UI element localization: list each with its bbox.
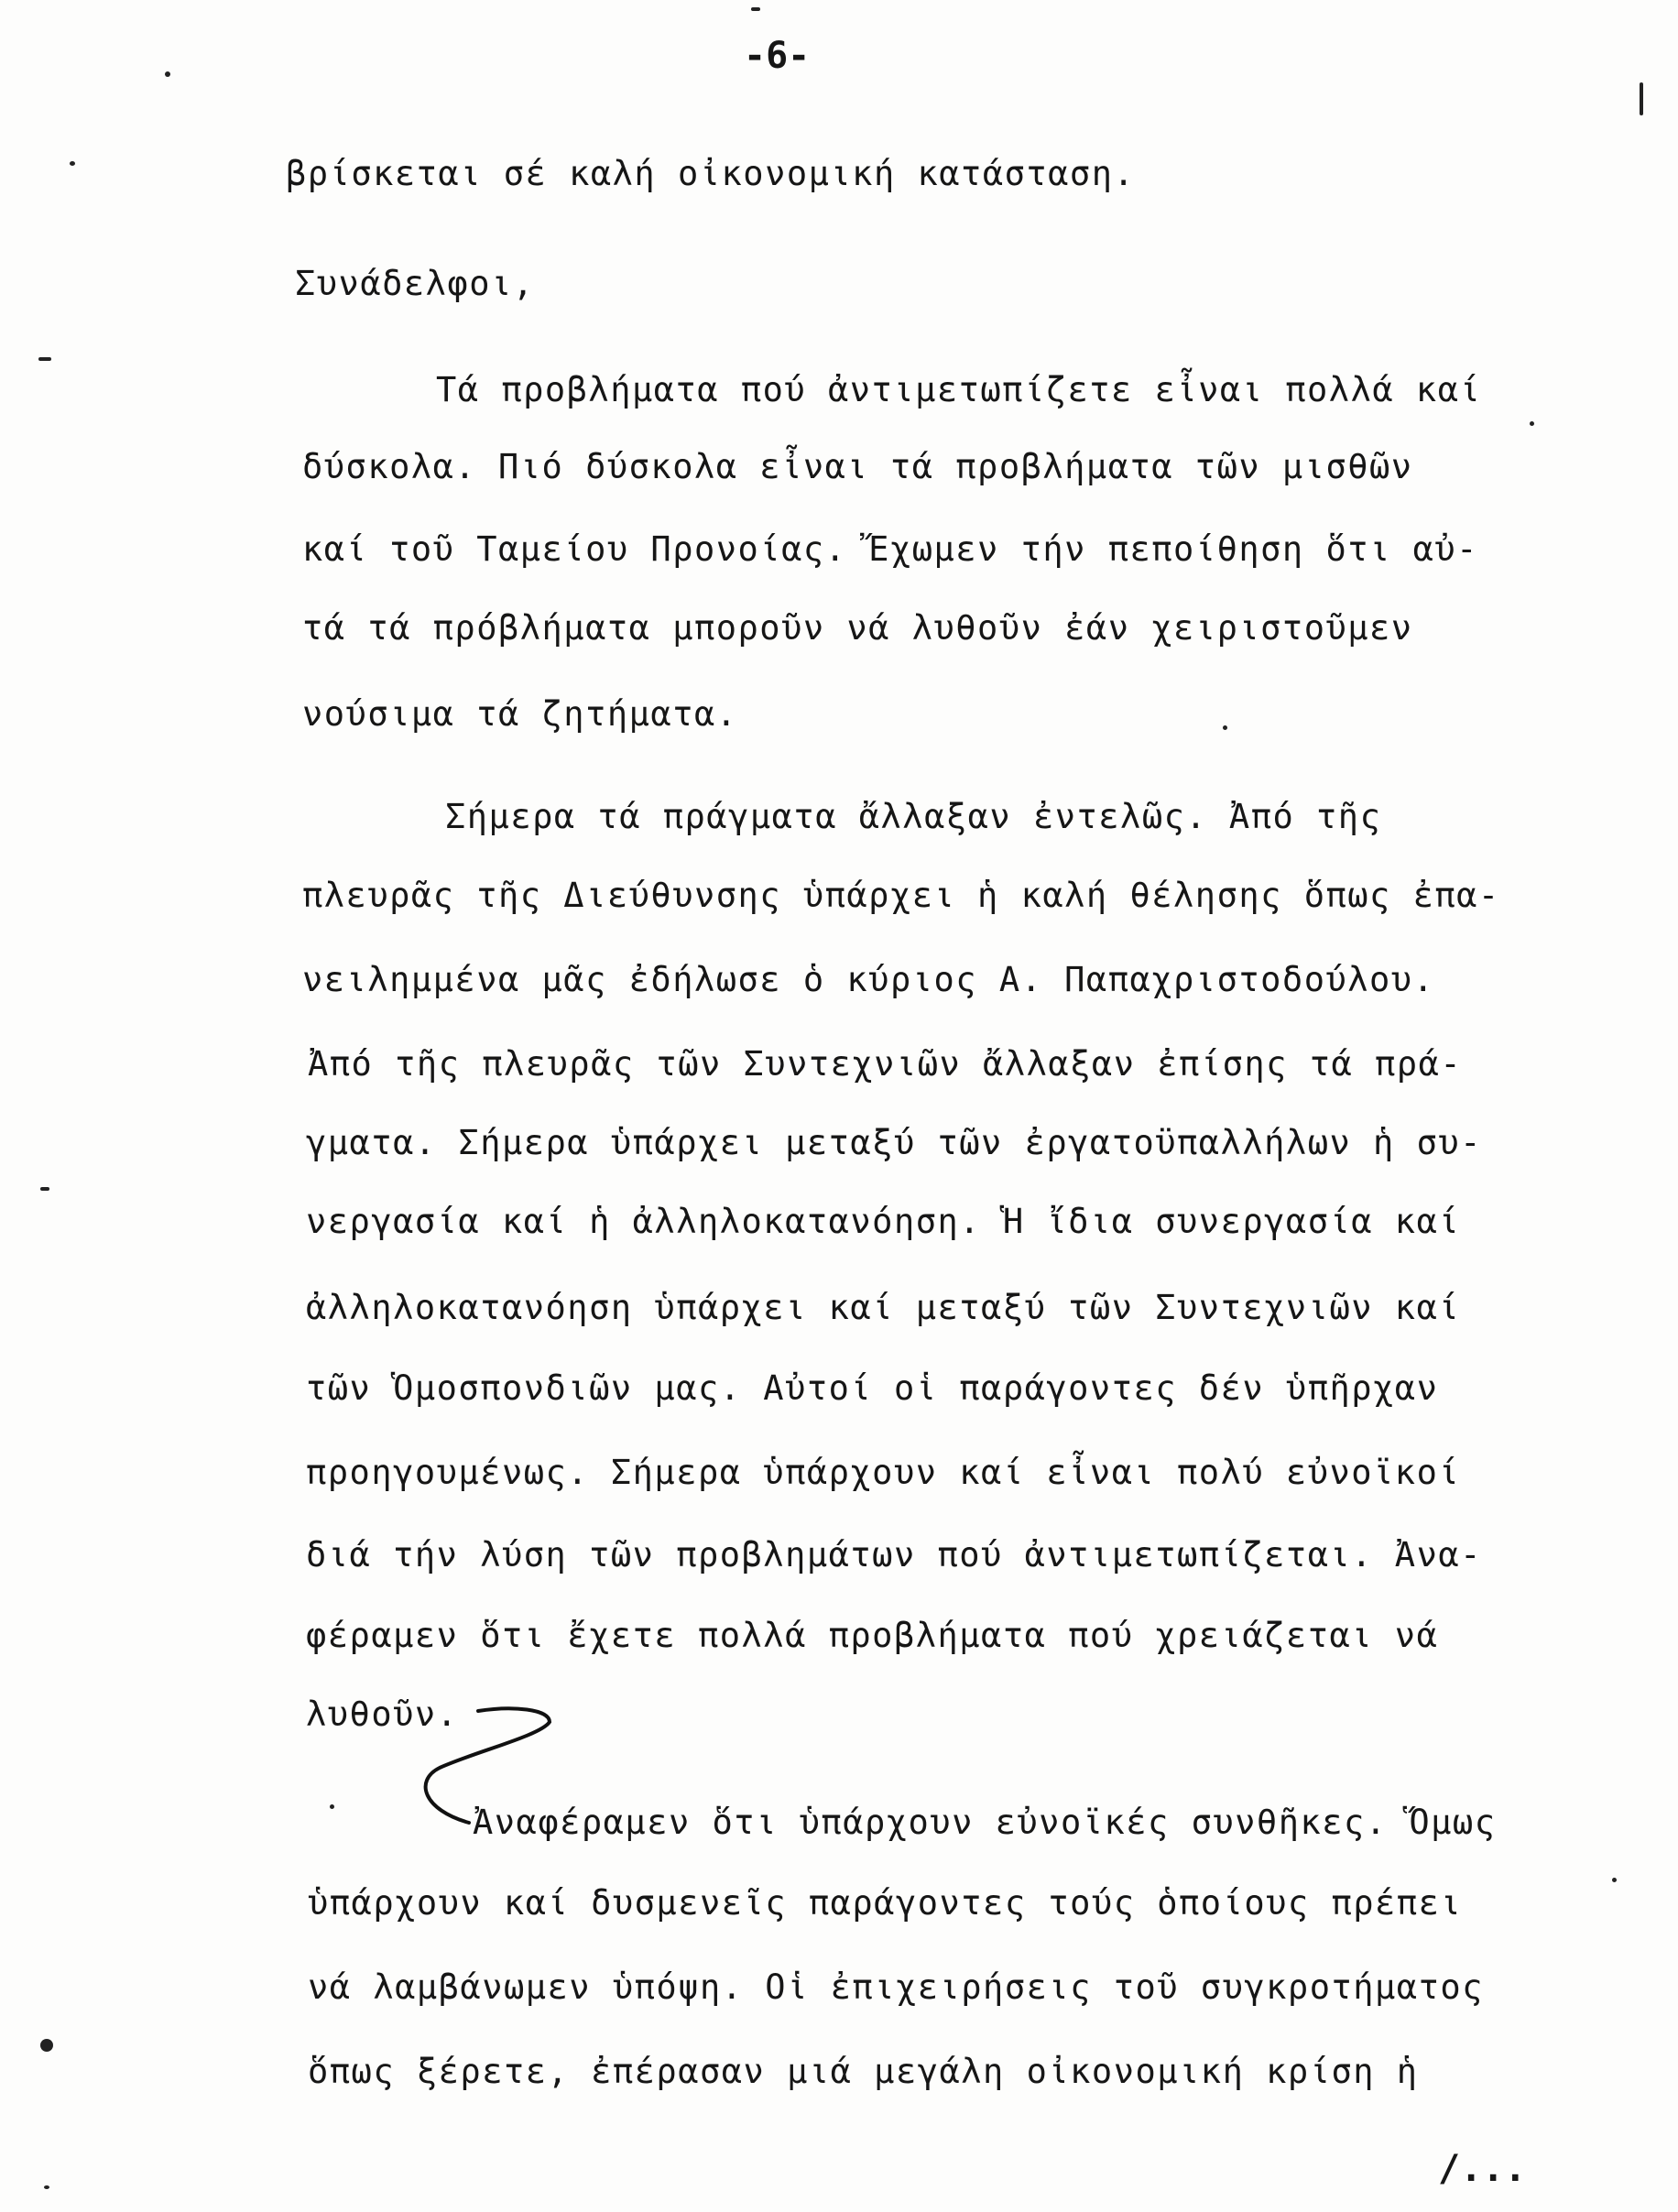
scan-speck [165, 71, 170, 77]
text-line: τά τά πρόβλήματα μποροῦν νά λυθοῦν ἐάν χειριστοῦμεν [302, 608, 1413, 648]
page-number: -6- [744, 35, 811, 77]
scan-speck [38, 357, 51, 361]
text-line: νεργασία καί ἡ ἀλληλοκατανόηση. Ἡ ἴδια συνεργασία καί [306, 1202, 1461, 1241]
scan-speck [1640, 82, 1643, 115]
scan-speck [1530, 421, 1534, 426]
text-line: ὅπως ξέρετε, ἐπέρασαν μιά μεγάλη οἰκονομική κρίση ἡ [308, 2052, 1419, 2091]
text-line: ὑπάρχουν καί δυσμενεῖς παράγοντες τούς ὁποίους πρέπει [308, 1883, 1463, 1923]
scan-speck [44, 2185, 49, 2189]
text-line: τῶν Ὁμοσπονδιῶν μας. Αὐτοί οἱ παράγοντες δέν ὑπῆρχαν [306, 1368, 1439, 1408]
text-line: πλευρᾶς τῆς Διεύθυνσης ὑπάρχει ἡ καλή θέλησης ὅπως ἐπα- [302, 876, 1500, 915]
text-line: νειλημμένα μᾶς ἐδήλωσε ὁ κύριος Α. Παπαχριστοδούλου. [302, 960, 1435, 999]
text-line: γματα. Σήμερα ὑπάρχει μεταξύ τῶν ἐργατοϋπαλλήλων ἡ συ- [306, 1123, 1482, 1162]
scan-speck [330, 1804, 334, 1809]
salutation: Συνάδελφοι, [295, 264, 535, 303]
scan-speck [1612, 1878, 1617, 1882]
scan-speck [40, 2039, 53, 2052]
text-line: Ἀναφέραμεν ὅτι ὑπάρχουν εὐνοϊκές συνθῆκες. Ὅμως [473, 1803, 1497, 1842]
text-line: νά λαμβάνωμεν ὑπόψη. Οἱ ἐπιχειρήσεις τοῦ συγκροτήματος [308, 1967, 1484, 2007]
continuation-mark: /... [1438, 2148, 1527, 2190]
text-line: Τά προβλήματα πού ἀντιμετωπίζετε εἶναι πολλά καί [436, 370, 1482, 409]
text-line: καί τοῦ Ταμείου Προνοίας. Ἔχωμεν τήν πεποίθηση ὅτι αὐ- [302, 529, 1478, 569]
text-line: λυθοῦν. [306, 1694, 459, 1734]
text-line: προηγουμένως. Σήμερα ὑπάρχουν καί εἶναι πολύ εὐνοϊκοί [306, 1453, 1461, 1492]
scan-speck [40, 1187, 49, 1191]
scan-speck [70, 161, 75, 166]
text-line: δύσκολα. Πιό δύσκολα εἶναι τά προβλήματα τῶν μισθῶν [302, 447, 1413, 486]
text-line: βρίσκεται σέ καλή οἰκονομική κατάσταση. [286, 154, 1136, 193]
scan-speck [1223, 725, 1227, 730]
scan-speck [751, 7, 760, 11]
text-line: φέραμεν ὅτι ἔχετε πολλά προβλήματα πού χρειάζεται νά [306, 1616, 1439, 1655]
text-line: Σήμερα τά πράγματα ἄλλαξαν ἐντελῶς. Ἀπό τῆς [445, 797, 1382, 836]
text-line: Ἀπό τῆς πλευρᾶς τῶν Συντεχνιῶν ἄλλαξαν ἐπίσης τά πρά- [308, 1044, 1463, 1084]
text-line: ἀλληλοκατανόηση ὑπάρχει καί μεταξύ τῶν Συντεχνιῶν καί [306, 1288, 1461, 1327]
text-line: διά τήν λύση τῶν προβλημάτων πού ἀντιμετωπίζεται. Ἀνα- [306, 1535, 1482, 1575]
text-line: νούσιμα τά ζητήματα. [302, 694, 738, 734]
